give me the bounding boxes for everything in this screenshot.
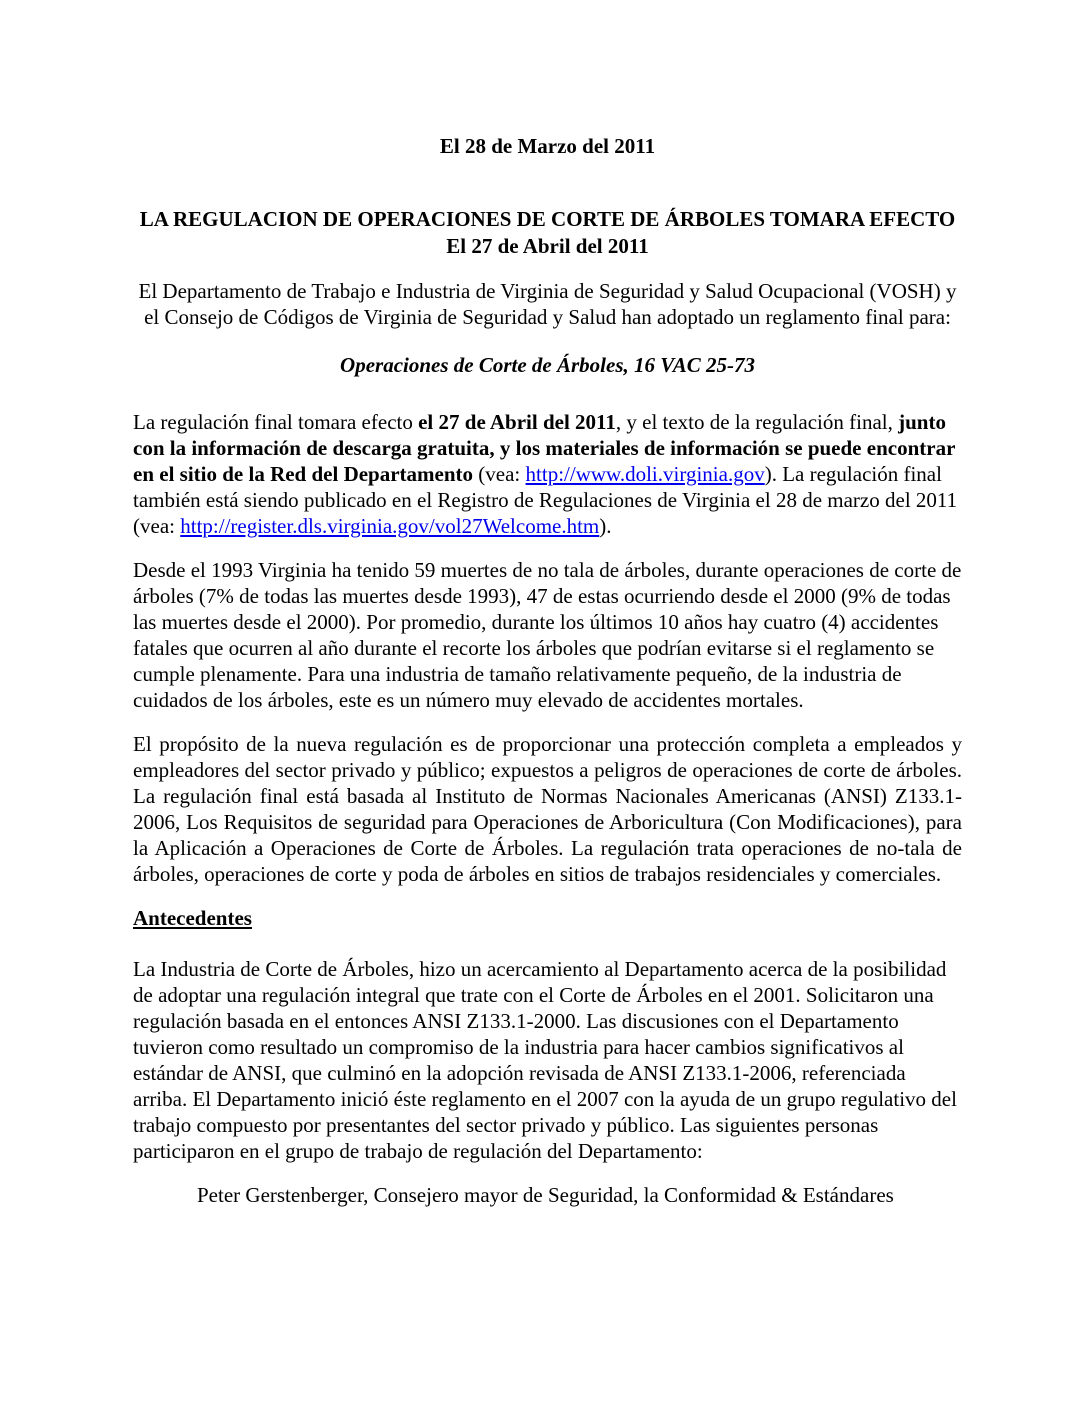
para1-lead: La regulación final tomara efecto [133,410,419,434]
regulation-subtitle: Operaciones de Corte de Árboles, 16 VAC 25-73 [340,353,755,377]
intro-paragraph: El Departamento de Trabajo e Industria de Virginia de Seguridad y Salud Ocupacional (VOSH) y el Consejo de Códigos de Virginia de Seguridad y Salud han adoptado un reglamento final para: [138,279,957,329]
date-line: El 28 de Marzo del 2011 [439,134,656,158]
paragraph-effective-date [133,409,962,539]
paragraph-background-history: La Industria de Corte de Árboles, hizo un acercamiento al Departamento acerca de la posibilidad de adoptar una regulación integral que trate con el Corte de Árboles en el 2001. Solicitaron una regulación basada en el entonces ANSI Z133.1-2000. Las discusiones con el Departamento tuvieron como resultado un compromiso de la industria para hacer cambios significativos al estándar de ANSI, que culminó en la adopción revisada de ANSI Z133.1-2006, referenciada arriba. El Departamento inició éste reglamento en el 2007 con la ayuda de un grupo regulativo del trabajo compuesto por presentantes del sector privado y público. Las siguientes personas participaron en el grupo de trabajo de regulación del Departamento: [133,957,957,1163]
antecedentes-heading: Antecedentes [133,906,252,930]
para1-end: ). [599,514,612,538]
workgroup-member-line: Peter Gerstenberger, Consejero mayor de Seguridad, la Conformidad & Estándares [197,1183,894,1207]
para1-bold-date: el 27 de Abril del 2011 [418,410,616,434]
title-effective-date: El 27 de Abril del 2011 [446,234,649,258]
paragraph-fatality-statistics: Desde el 1993 Virginia ha tenido 59 muertes de no tala de árboles, durante operaciones de corte de árboles (7% de todas las muertes desde 1993), 47 de estas ocurriendo desde el 2000 (9% de todas las muertes desde el 2000). Por promedio, durante los últimos 10 años hay cuatro (4) accidentes fatales que ocurren al año durante el recorte los árboles que podrían evitarse si el reglamento se cumple plenamente. Para una industria de tamaño relativamente pequeño, de la industria de cuidados de los árboles, este es un número muy elevado de accidentes mortales. [133,558,962,712]
register-website-link[interactable]: http://register.dls.virginia.gov/vol27Welcome.htm [180,514,600,538]
para1-bold-info: junto con la información de descarga gratuita, y los materiales de información se puede encontrar en el sitio de la Red del Departamento [133,410,956,486]
document-title [133,206,962,260]
para1-mid3: ). La regulación final también está siendo publicado en el Registro de Regulaciones de Virginia el 28 de marzo del 2011 (vea: [133,462,958,538]
title-main: LA REGULACION DE OPERACIONES DE CORTE DE ÁRBOLES TOMARA EFECTO [139,207,956,231]
para1-mid1: , y el texto de la regulación final, [615,410,899,434]
paragraph-regulation-purpose: El propósito de la nueva regulación es de proporcionar una protección completa a empleados y empleadores del sector privado y público; expuestos a peligros de operaciones de corte de árboles. La regulación final está basada al Instituto de Normas Nacionales Americanas (ANSI) Z133.1-2006, Los Requisitos de seguridad para Operaciones de Arboricultura (Con Modificaciones), para la Aplicación a Operaciones de Corte de Árboles. La regulación trata operaciones de no-tala de árboles, operaciones de corte y poda de árboles en sitios de trabajos residenciales y comerciales. [133,732,962,886]
doli-website-link[interactable]: http://www.doli.virginia.gov [525,462,765,486]
para1-mid2: (vea: [473,462,526,486]
